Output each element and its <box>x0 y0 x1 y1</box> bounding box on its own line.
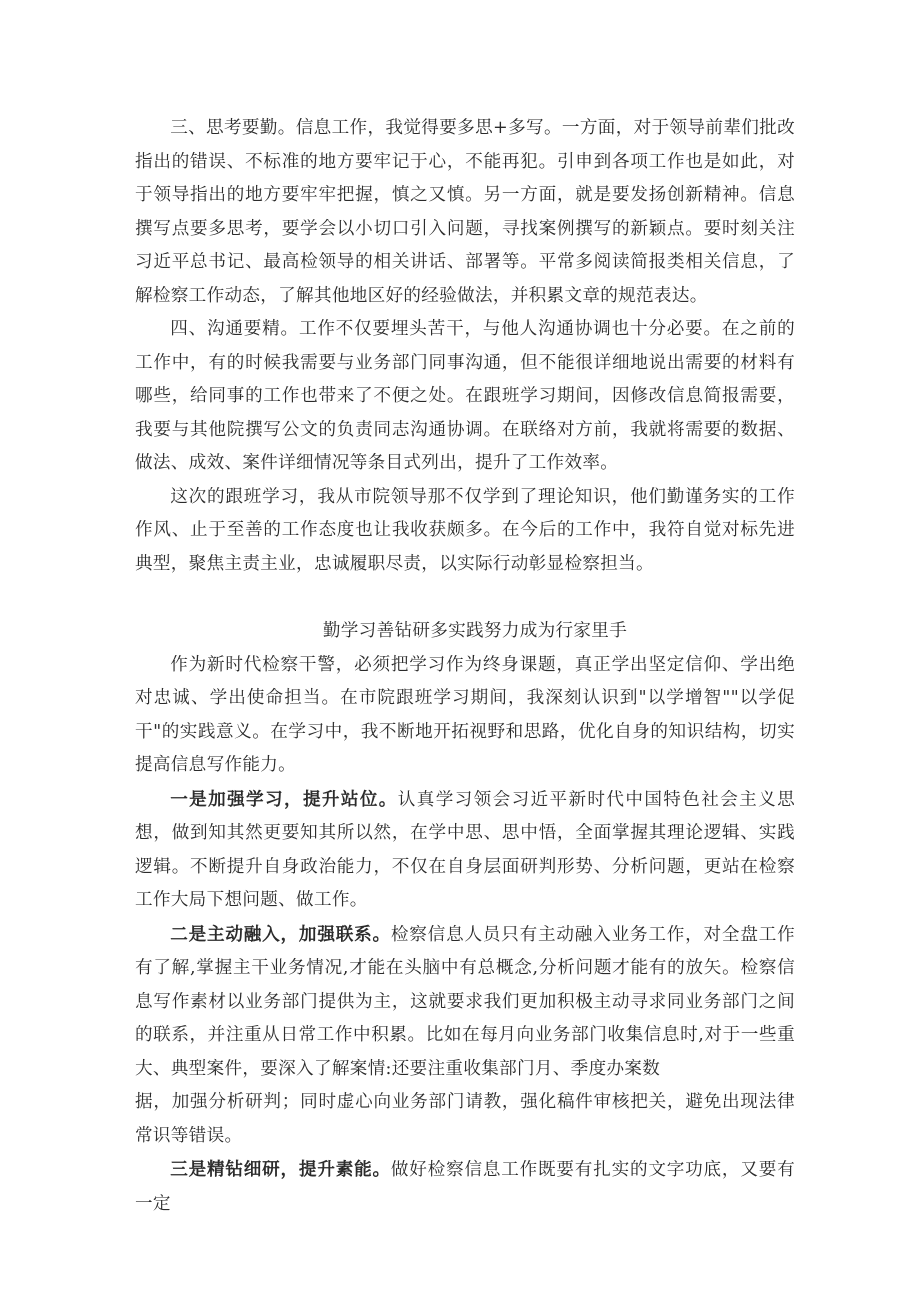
paragraph-text: 检察信息人员只有主动融入业务工作，对全盘工作有了解,掌握主干业务情况,才能在头脑中有总概念,分析问题才能有的放矢。检察信息写作素材以业务部门提供为主，这就要求我们更加积极主动寻求同业务部门之间的联系，并注重从日常工作中积累。比如在每月向业务部门收集信息时,对于一些重大、典型案件，要深入了解案情:还要注重收集部门月、季度办案数 <box>135 924 795 1079</box>
paragraph-lead: 一是加强学习，提升站位。 <box>170 788 398 810</box>
paragraph-lead: 二是主动融入，加强联系。 <box>170 923 391 945</box>
paragraph-lead: 三是精钻细研，提升素能。 <box>170 1159 391 1180</box>
document-body <box>135 112 795 1221</box>
paragraph-point-one <box>135 783 795 918</box>
paragraph-text: 做好检察信息工作既要有扎实的文字功底，又要有一定 <box>135 1160 795 1214</box>
section-title: 勤学习善钻研多实践努力成为行家里手 <box>322 621 628 641</box>
paragraph-point-two-continued <box>135 1086 795 1153</box>
paragraph-text: 信息工作，我觉得要多思+多写。一方面，对于领导前辈们批改指出的错误、不标准的地方要牢记于心，不能再犯。引申到各项工作也是如此，对于领导指出的地方要牢牢把握，慎之又慎。另一方面，就是要发扬创新精神。信息撰写点要多思考，要学会以小切口引入问题，寻找案例撰写的新颖点。要时刻关注习近平总书记、最高检领导的相关讲话、部署等。平常多阅读简报类相关信息，了解检察工作动态，了解其他地区好的经验做法，并积累文章的规范表达。 <box>135 118 795 306</box>
paragraph-communication <box>135 313 795 481</box>
paragraph-point-two <box>135 918 795 1087</box>
paragraph-text: 认真学习领会习近平新时代中国特色社会主义思想，做到知其然更要知其所以然，在学中思、思中悟，全面掌握其理论逻辑、实践逻辑。不断提升自身政治能力，不仅在自身层面研判形势、分析问题，更站在检察工作大局下想问题、做工作。 <box>135 789 795 910</box>
paragraph-thinking <box>135 112 795 313</box>
paragraph-text: 据，加强分析研判；同时虚心向业务部门请教，强化稿件审核把关，避免出现法律常识等错误。 <box>135 1092 795 1146</box>
paragraph-text: 这次的跟班学习，我从市院领导那不仅学到了理论知识，他们勤谨务实的工作作风、止于至善的工作态度也让我收获颇多。在今后的工作中，我符自觉对标先进典型，聚焦主责主业，忠诚履职尽责，以实际行动彰显检察担当。 <box>135 486 795 574</box>
paragraph-point-three <box>135 1153 795 1221</box>
paragraph-text: 作为新时代检察干警，必须把学习作为终身课题，真正学出坚定信仰、学出绝对忠诚、学出使命担当。在市院跟班学习期间，我深刻认识到"以学增智""以学促干"的实践意义。在学习中，我不断地开拓视野和思路，优化自身的知识结构，切实提高信息写作能力。 <box>135 654 795 775</box>
paragraph-summary <box>135 481 795 582</box>
paragraph-intro <box>135 649 795 783</box>
paragraph-lead: 四、沟通要精。 <box>170 319 299 339</box>
paragraph-text: 工作不仅要埋头苦干，与他人沟通协调也十分必要。在之前的工作中，有的时候我需要与业务部门同事沟通，但不能很详细地说出需要的材料有哪些，给同事的工作也带来了不便之处。在跟班学习期间，因修改信息简报需要，我要与其他院撰写公文的负责同志沟通协调。在联络对方前，我就将需要的数据、做法、成效、案件详细情况等条目式列出，提升了工作效率。 <box>135 319 795 473</box>
paragraph-lead: 三、思考要勤。 <box>170 118 296 138</box>
